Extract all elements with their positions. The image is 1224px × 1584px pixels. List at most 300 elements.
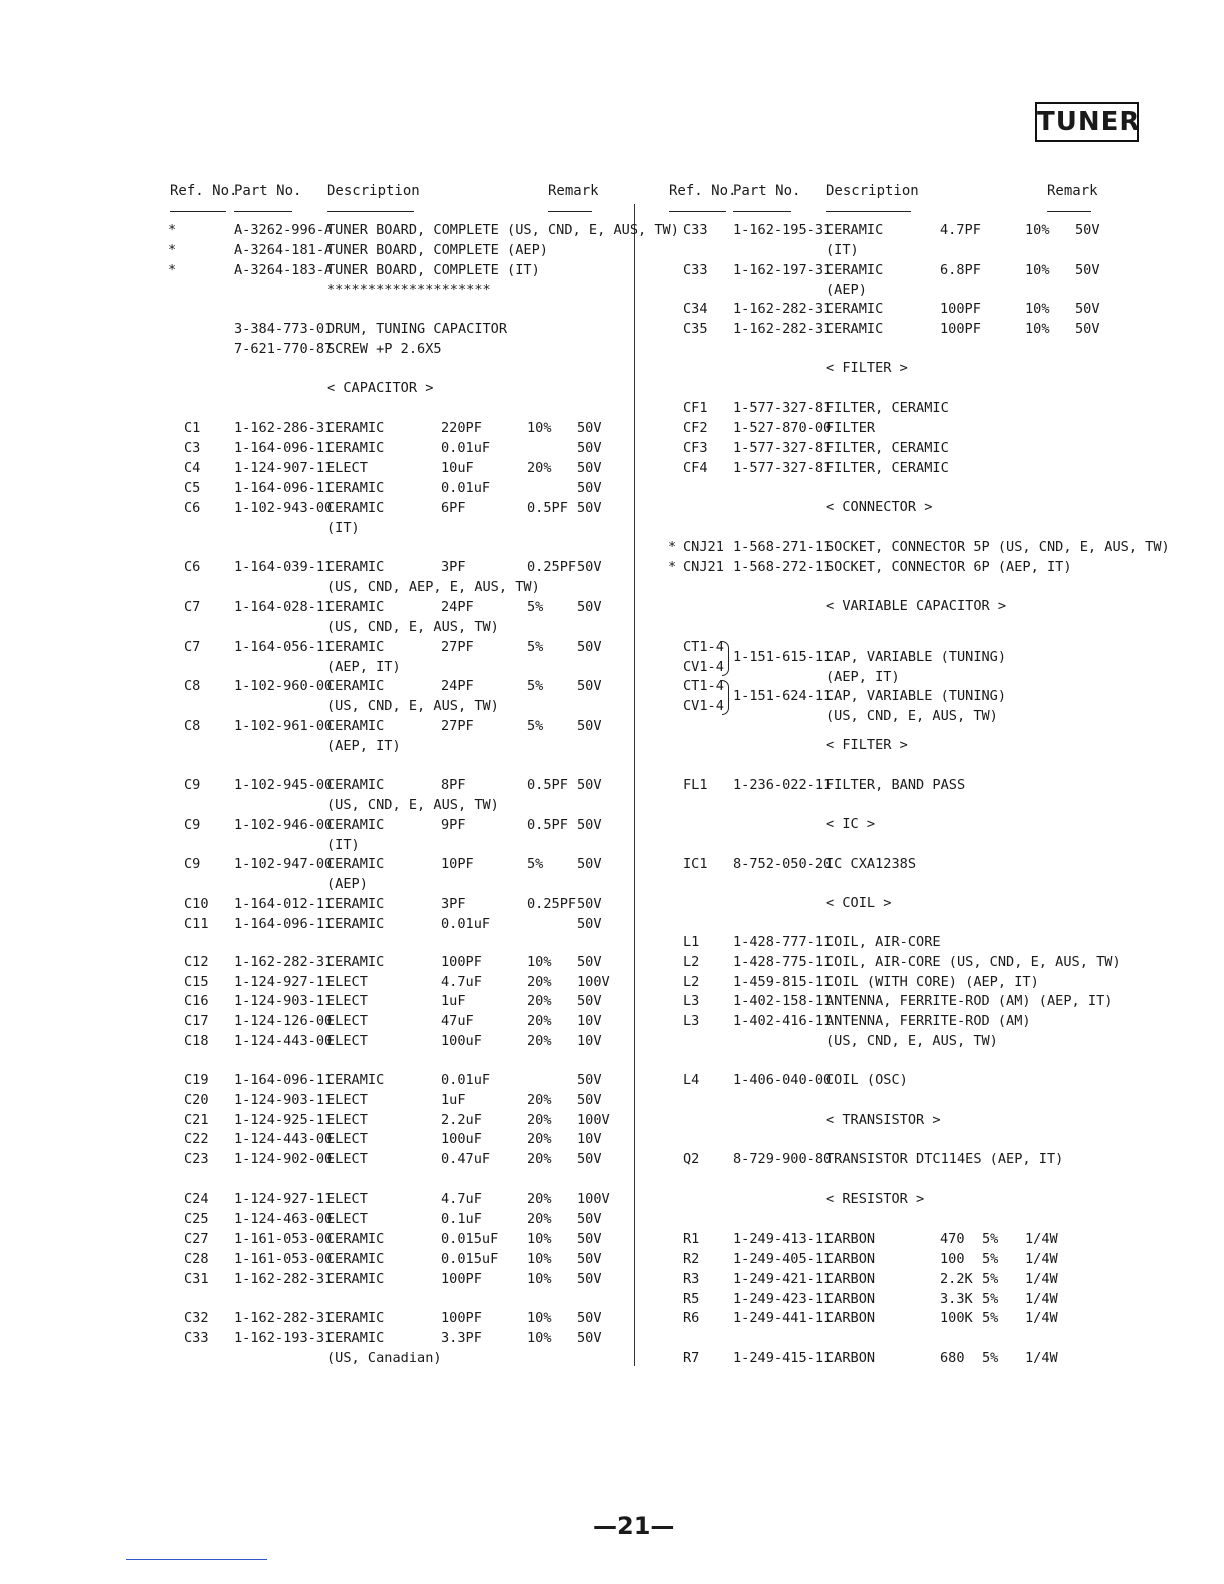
ref-number: C6	[184, 500, 201, 516]
part-number: 1-164-028-11	[234, 599, 333, 615]
ref-number: C15	[184, 974, 209, 990]
part-number: 1-577-327-81	[733, 440, 832, 456]
part-number: 1-124-927-11	[234, 974, 333, 990]
tolerance: 10%	[1025, 301, 1050, 317]
tolerance: 20%	[527, 1151, 552, 1167]
description: ELECT	[327, 1013, 368, 1029]
ref-number: C12	[184, 954, 209, 970]
part-number: 1-162-286-31	[234, 420, 333, 436]
voltage: 50V	[577, 817, 602, 833]
ref-number: CNJ21	[683, 559, 724, 575]
description: FILTER, CERAMIC	[826, 460, 949, 476]
value: 0.01uF	[441, 1072, 491, 1088]
description: IC CXA1238S	[826, 856, 917, 872]
voltage: 50V	[577, 1072, 602, 1088]
wattage: 1/4W	[1025, 1310, 1058, 1326]
voltage: 50V	[577, 1310, 602, 1326]
part-number: 1-459-815-11	[733, 974, 832, 990]
ref-number: CF2	[683, 420, 708, 436]
voltage: 50V	[1075, 222, 1100, 238]
ref-number: C17	[184, 1013, 209, 1029]
ref-number: L4	[683, 1072, 700, 1088]
description: CARBON	[826, 1291, 876, 1307]
wattage: 1/4W	[1025, 1271, 1058, 1287]
part-number: 1-164-056-11	[234, 639, 333, 655]
tolerance: 10%	[527, 1310, 552, 1326]
description: CARBON	[826, 1310, 876, 1326]
part-number: 1-249-413-11	[733, 1231, 832, 1247]
description: DRUM, TUNING CAPACITOR	[327, 321, 508, 337]
description: ********************	[327, 282, 491, 298]
value: 24PF	[441, 599, 474, 615]
ref-number: IC1	[683, 856, 708, 872]
part-number: 1-162-282-31	[733, 321, 832, 337]
section-label-tuner: TUNER	[1035, 102, 1139, 142]
voltage: 50V	[577, 1151, 602, 1167]
description: CERAMIC	[826, 321, 884, 337]
voltage: 50V	[577, 1271, 602, 1287]
left-header-desc-underline	[327, 211, 414, 212]
resistance: 680	[940, 1350, 965, 1366]
ref-number: C1	[184, 420, 201, 436]
right-header-remark-underline	[1047, 211, 1091, 212]
voltage: 100V	[577, 1191, 610, 1207]
description: (AEP)	[327, 876, 368, 892]
tolerance: 10%	[1025, 262, 1050, 278]
tolerance: 20%	[527, 993, 552, 1009]
description: ELECT	[327, 1191, 368, 1207]
ref-number: L3	[683, 993, 700, 1009]
voltage: 50V	[577, 1211, 602, 1227]
voltage: 50V	[577, 1231, 602, 1247]
column-divider	[634, 204, 635, 1366]
description: CERAMIC	[327, 954, 385, 970]
part-number: 1-164-039-11	[234, 559, 333, 575]
part-number: 1-162-282-31	[234, 1271, 333, 1287]
voltage: 50V	[577, 777, 602, 793]
voltage: 100V	[577, 1112, 610, 1128]
part-number: 1-402-158-11	[733, 993, 832, 1009]
part-number: 1-124-126-00	[234, 1013, 333, 1029]
part-number: 8-729-900-80	[733, 1151, 832, 1167]
ref-number: CF1	[683, 400, 708, 416]
ref-number: R6	[683, 1310, 700, 1326]
description: (US, CND, E, AUS, TW)	[327, 619, 499, 635]
part-number: 1-249-421-11	[733, 1271, 832, 1287]
tolerance: 10%	[527, 954, 552, 970]
description: CARBON	[826, 1271, 876, 1287]
section-heading: < COIL >	[826, 895, 892, 911]
part-number: 1-428-775-11	[733, 954, 832, 970]
description: ELECT	[327, 1131, 368, 1147]
resistor-tolerance: 5%	[982, 1271, 999, 1287]
description: CERAMIC	[327, 896, 385, 912]
description: (AEP, IT)	[327, 738, 401, 754]
value: 0.01uF	[441, 916, 491, 932]
voltage: 50V	[577, 718, 602, 734]
ref-number: C33	[683, 262, 708, 278]
description: TRANSISTOR DTC114ES (AEP, IT)	[826, 1151, 1064, 1167]
description: CERAMIC	[327, 678, 385, 694]
ref-number: C28	[184, 1251, 209, 1267]
value: 1uF	[441, 993, 466, 1009]
ref-number: C7	[184, 639, 201, 655]
value: 4.7PF	[940, 222, 981, 238]
footer-rule	[126, 1559, 267, 1560]
resistance: 100K	[940, 1310, 973, 1326]
description: CERAMIC	[327, 1330, 385, 1346]
part-number: 1-124-443-00	[234, 1033, 333, 1049]
tolerance: 0.5PF	[527, 500, 568, 516]
tolerance: 20%	[527, 460, 552, 476]
ref-number: C8	[184, 678, 201, 694]
page-number: —21—	[593, 1512, 675, 1540]
ref-number: CV1-4	[683, 698, 724, 714]
part-number: 1-162-195-31	[733, 222, 832, 238]
voltage: 50V	[577, 460, 602, 476]
description: ELECT	[327, 1151, 368, 1167]
tolerance: 5%	[527, 599, 544, 615]
section-heading: < RESISTOR >	[826, 1191, 925, 1207]
description: SOCKET, CONNECTOR 6P (AEP, IT)	[826, 559, 1072, 575]
part-number: 1-161-053-00	[234, 1231, 333, 1247]
part-number: 1-124-907-11	[234, 460, 333, 476]
description: (US, CND, AEP, E, AUS, TW)	[327, 579, 540, 595]
value: 47uF	[441, 1013, 474, 1029]
description: CERAMIC	[826, 262, 884, 278]
section-heading: < IC >	[826, 816, 876, 832]
value: 100PF	[441, 1271, 482, 1287]
ref-number: C32	[184, 1310, 209, 1326]
voltage: 50V	[577, 896, 602, 912]
ref-number: C4	[184, 460, 201, 476]
description: (US, Canadian)	[327, 1350, 442, 1366]
description: (AEP)	[826, 282, 867, 298]
resistance: 100	[940, 1251, 965, 1267]
part-number: A-3264-183-A	[234, 262, 333, 278]
ref-number: C27	[184, 1231, 209, 1247]
value: 100PF	[441, 1310, 482, 1326]
tolerance: 10%	[1025, 222, 1050, 238]
description: COIL (WITH CORE) (AEP, IT)	[826, 974, 1039, 990]
brace-ct-cv-group-1	[722, 641, 729, 676]
ref-number: C10	[184, 896, 209, 912]
ref-number: R3	[683, 1271, 700, 1287]
section-heading: < VARIABLE CAPACITOR >	[826, 598, 1007, 614]
description: CERAMIC	[327, 500, 385, 516]
value: 100PF	[940, 321, 981, 337]
voltage: 10V	[577, 1033, 602, 1049]
description: (IT)	[327, 520, 360, 536]
voltage: 50V	[577, 954, 602, 970]
resistor-tolerance: 5%	[982, 1231, 999, 1247]
description: CAP, VARIABLE (TUNING)	[826, 649, 1007, 665]
description: FILTER, CERAMIC	[826, 400, 949, 416]
description: CERAMIC	[327, 817, 385, 833]
ref-number: C24	[184, 1191, 209, 1207]
left-header-remark-underline	[548, 211, 592, 212]
new-part-mark: *	[668, 539, 677, 555]
ref-number: CV1-4	[683, 659, 724, 675]
description: SOCKET, CONNECTOR 5P (US, CND, E, AUS, TW)	[826, 539, 1170, 555]
part-number: 1-249-441-11	[733, 1310, 832, 1326]
ref-number: C16	[184, 993, 209, 1009]
description: CERAMIC	[327, 718, 385, 734]
value: 4.7uF	[441, 1191, 482, 1207]
tolerance: 20%	[527, 1131, 552, 1147]
right-header-remark: Remark	[1047, 183, 1098, 199]
right-header-ref: Ref. No.	[669, 183, 737, 199]
voltage: 50V	[577, 678, 602, 694]
value: 0.01uF	[441, 480, 491, 496]
ref-number: L2	[683, 974, 700, 990]
tolerance: 0.25PF	[527, 559, 577, 575]
part-number: 1-577-327-81	[733, 400, 832, 416]
value: 0.01uF	[441, 440, 491, 456]
value: 2.2uF	[441, 1112, 482, 1128]
ref-number: C33	[184, 1330, 209, 1346]
ref-number: C33	[683, 222, 708, 238]
ref-number: R1	[683, 1231, 700, 1247]
ref-number: CT1-4	[683, 678, 724, 694]
value: 24PF	[441, 678, 474, 694]
part-number: 1-402-416-11	[733, 1013, 832, 1029]
part-number: 1-102-945-00	[234, 777, 333, 793]
value: 1uF	[441, 1092, 466, 1108]
value: 220PF	[441, 420, 482, 436]
voltage: 50V	[577, 993, 602, 1009]
description: CERAMIC	[327, 639, 385, 655]
tolerance: 0.5PF	[527, 777, 568, 793]
value: 0.47uF	[441, 1151, 491, 1167]
tolerance: 10%	[527, 1330, 552, 1346]
section-heading: < CAPACITOR >	[327, 380, 434, 396]
value: 10PF	[441, 856, 474, 872]
part-number: 1-249-415-11	[733, 1350, 832, 1366]
ref-number: C9	[184, 777, 201, 793]
tolerance: 20%	[527, 1211, 552, 1227]
description: ELECT	[327, 974, 368, 990]
ref-number: C9	[184, 817, 201, 833]
part-number: 1-406-040-00	[733, 1072, 832, 1088]
brace-ct-cv-group-2	[722, 680, 729, 715]
description: CERAMIC	[826, 301, 884, 317]
section-heading: < FILTER >	[826, 360, 908, 376]
description: CERAMIC	[327, 1072, 385, 1088]
description: CERAMIC	[826, 222, 884, 238]
description: CERAMIC	[327, 1271, 385, 1287]
ref-number: R5	[683, 1291, 700, 1307]
voltage: 50V	[577, 599, 602, 615]
voltage: 50V	[1075, 321, 1100, 337]
tolerance: 20%	[527, 1112, 552, 1128]
description: CERAMIC	[327, 599, 385, 615]
ref-number: C18	[184, 1033, 209, 1049]
description: CARBON	[826, 1251, 876, 1267]
description: TUNER BOARD, COMPLETE (IT)	[327, 262, 540, 278]
voltage: 50V	[577, 1092, 602, 1108]
description: (US, CND, E, AUS, TW)	[327, 797, 499, 813]
part-number: 1-164-096-11	[234, 1072, 333, 1088]
value: 100PF	[940, 301, 981, 317]
ref-number: CNJ21	[683, 539, 724, 555]
value: 3PF	[441, 559, 466, 575]
part-number: 1-102-947-00	[234, 856, 333, 872]
resistor-tolerance: 5%	[982, 1350, 999, 1366]
value: 8PF	[441, 777, 466, 793]
ref-number: C20	[184, 1092, 209, 1108]
value: 0.1uF	[441, 1211, 482, 1227]
part-number: 1-568-272-11	[733, 559, 832, 575]
description: CERAMIC	[327, 916, 385, 932]
tolerance: 5%	[527, 678, 544, 694]
part-number: 1-124-925-11	[234, 1112, 333, 1128]
description: CARBON	[826, 1350, 876, 1366]
description: CERAMIC	[327, 559, 385, 575]
value: 9PF	[441, 817, 466, 833]
tolerance: 20%	[527, 1092, 552, 1108]
part-number: 1-124-463-00	[234, 1211, 333, 1227]
description: (US, CND, E, AUS, TW)	[826, 1033, 998, 1049]
value: 6PF	[441, 500, 466, 516]
value: 0.015uF	[441, 1251, 499, 1267]
part-number: 1-527-870-00	[733, 420, 832, 436]
part-number: 7-621-770-87	[234, 341, 333, 357]
tolerance: 20%	[527, 1033, 552, 1049]
ref-number: C35	[683, 321, 708, 337]
part-number: 1-428-777-11	[733, 934, 832, 950]
part-number: 1-102-961-00	[234, 718, 333, 734]
voltage: 50V	[1075, 262, 1100, 278]
part-number: 1-162-197-31	[733, 262, 832, 278]
ref-number: C22	[184, 1131, 209, 1147]
description: (US, CND, E, AUS, TW)	[327, 698, 499, 714]
left-header-ref: Ref. No.	[170, 183, 238, 199]
description: CERAMIC	[327, 856, 385, 872]
description: ELECT	[327, 1112, 368, 1128]
resistance: 470	[940, 1231, 965, 1247]
description: FILTER	[826, 420, 876, 436]
description: CERAMIC	[327, 420, 385, 436]
part-number: 1-102-946-00	[234, 817, 333, 833]
description: COIL, AIR-CORE	[826, 934, 941, 950]
tolerance: 5%	[527, 639, 544, 655]
part-number: 1-164-096-11	[234, 916, 333, 932]
part-number: 1-236-022-11	[733, 777, 832, 793]
part-number: 3-384-773-01	[234, 321, 333, 337]
tolerance: 5%	[527, 718, 544, 734]
part-number: 1-124-927-11	[234, 1191, 333, 1207]
part-number: 8-752-050-20	[733, 856, 832, 872]
value: 10uF	[441, 460, 474, 476]
part-number: 1-577-327-81	[733, 460, 832, 476]
part-number: 1-162-193-31	[234, 1330, 333, 1346]
left-header-part-underline	[234, 211, 292, 212]
value: 100PF	[441, 954, 482, 970]
description: COIL (OSC)	[826, 1072, 908, 1088]
description: (AEP, IT)	[826, 669, 900, 685]
description: ELECT	[327, 460, 368, 476]
resistor-tolerance: 5%	[982, 1310, 999, 1326]
part-number: 1-162-282-31	[733, 301, 832, 317]
voltage: 50V	[577, 1330, 602, 1346]
ref-number: C21	[184, 1112, 209, 1128]
ref-number: C19	[184, 1072, 209, 1088]
description: ELECT	[327, 1092, 368, 1108]
value: 27PF	[441, 718, 474, 734]
part-number: 1-151-615-11	[733, 649, 832, 665]
part-number: 1-249-405-11	[733, 1251, 832, 1267]
description: SCREW +P 2.6X5	[327, 341, 442, 357]
description: FILTER, CERAMIC	[826, 440, 949, 456]
ref-number: C7	[184, 599, 201, 615]
voltage: 50V	[1075, 301, 1100, 317]
ref-number: C9	[184, 856, 201, 872]
description: ELECT	[327, 1211, 368, 1227]
voltage: 50V	[577, 639, 602, 655]
right-header-part-underline	[733, 211, 791, 212]
value: 27PF	[441, 639, 474, 655]
description: ELECT	[327, 1033, 368, 1049]
voltage: 50V	[577, 559, 602, 575]
description: CERAMIC	[327, 1231, 385, 1247]
part-number: 1-124-903-11	[234, 993, 333, 1009]
right-header-part: Part No.	[733, 183, 801, 199]
description: CARBON	[826, 1231, 876, 1247]
voltage: 50V	[577, 1251, 602, 1267]
part-number: 1-162-282-31	[234, 954, 333, 970]
ref-number: C6	[184, 559, 201, 575]
ref-number: C31	[184, 1271, 209, 1287]
voltage: 50V	[577, 500, 602, 516]
voltage: 50V	[577, 856, 602, 872]
voltage: 50V	[577, 480, 602, 496]
description: CERAMIC	[327, 777, 385, 793]
value: 4.7uF	[441, 974, 482, 990]
wattage: 1/4W	[1025, 1350, 1058, 1366]
voltage: 10V	[577, 1131, 602, 1147]
ref-number: C3	[184, 440, 201, 456]
ref-number: R7	[683, 1350, 700, 1366]
tolerance: 20%	[527, 1013, 552, 1029]
value: 100uF	[441, 1033, 482, 1049]
description: ELECT	[327, 993, 368, 1009]
voltage: 50V	[577, 916, 602, 932]
description: COIL, AIR-CORE (US, CND, E, AUS, TW)	[826, 954, 1121, 970]
part-number: 1-102-960-00	[234, 678, 333, 694]
right-header-desc: Description	[826, 183, 919, 199]
description: CAP, VARIABLE (TUNING)	[826, 688, 1007, 704]
left-header-remark: Remark	[548, 183, 599, 199]
ref-number: C23	[184, 1151, 209, 1167]
part-number: A-3262-996-A	[234, 222, 333, 238]
description: ANTENNA, FERRITE-ROD (AM)	[826, 1013, 1031, 1029]
voltage: 50V	[577, 420, 602, 436]
wattage: 1/4W	[1025, 1231, 1058, 1247]
part-number: 1-102-943-00	[234, 500, 333, 516]
part-number: 1-164-096-11	[234, 440, 333, 456]
description: (US, CND, E, AUS, TW)	[826, 708, 998, 724]
right-header-desc-underline	[826, 211, 911, 212]
description: CERAMIC	[327, 440, 385, 456]
part-number: 1-151-624-11	[733, 688, 832, 704]
ref-number: Q2	[683, 1151, 700, 1167]
tolerance: 0.5PF	[527, 817, 568, 833]
tolerance: 10%	[527, 1271, 552, 1287]
description: TUNER BOARD, COMPLETE (AEP)	[327, 242, 548, 258]
new-part-mark: *	[168, 222, 177, 238]
part-number: A-3264-181-A	[234, 242, 333, 258]
